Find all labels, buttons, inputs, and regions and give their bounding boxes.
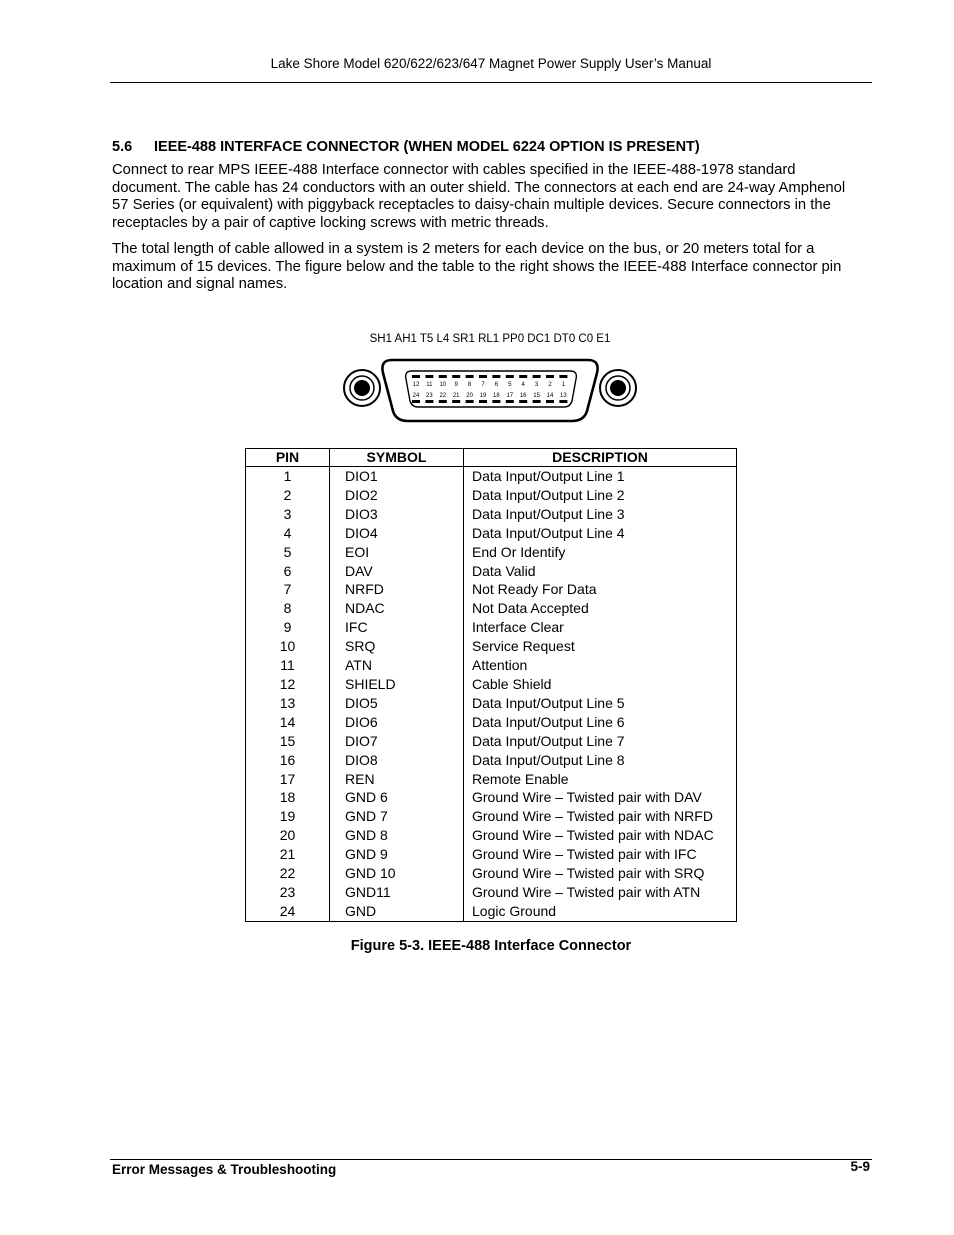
pin-description-cell: Data Input/Output Line 8 — [464, 751, 737, 770]
table-row — [246, 713, 737, 732]
pin-contact — [492, 400, 500, 403]
table-row — [246, 486, 737, 505]
pin-number-cell: 6 — [246, 562, 330, 581]
pin-symbol-cell: DIO2 — [330, 486, 464, 505]
pin-label: 1 — [561, 382, 566, 388]
pin-description-cell: Not Data Accepted — [464, 599, 737, 618]
pin-symbol-cell: GND 8 — [330, 826, 464, 845]
pin-number-cell: 13 — [246, 694, 330, 713]
pin-number-cell: 21 — [246, 845, 330, 864]
pin-label: 22 — [439, 393, 447, 399]
pin-label: 9 — [454, 382, 458, 388]
table-row — [246, 505, 737, 524]
pin-symbol-cell: DIO5 — [330, 694, 464, 713]
table-row — [246, 826, 737, 845]
pin-contact — [452, 400, 460, 403]
table-row — [246, 883, 737, 902]
body-paragraph: The total length of cable allowed in a system is 2 meters for each device on the bus, or 20 meters total for a maximum of 15 devices. The figure below and the table to the right shows the IEEE-488 Interface connector pin location and signal names. — [112, 241, 842, 293]
pin-description-cell: Logic Ground — [464, 902, 737, 921]
pin-number-cell: 9 — [246, 618, 330, 637]
pin-description-cell: Service Request — [464, 637, 737, 656]
table-row — [246, 902, 737, 921]
running-header: Lake Shore Model 620/622/623/647 Magnet Power Supply User’s Manual — [270, 56, 712, 71]
pin-description-cell: Data Input/Output Line 6 — [464, 713, 737, 732]
pin-contact — [519, 375, 527, 378]
pin-symbol-cell: DIO6 — [330, 713, 464, 732]
pin-contact — [546, 375, 554, 378]
pin-description-cell: Remote Enable — [464, 770, 737, 789]
pin-number-cell: 16 — [246, 751, 330, 770]
pin-contact — [492, 375, 500, 378]
pin-description-cell: Data Input/Output Line 4 — [464, 524, 737, 543]
table-row — [246, 618, 737, 637]
pin-description-cell: Cable Shield — [464, 675, 737, 694]
pin-number-cell: 3 — [246, 505, 330, 524]
pin-label: 19 — [479, 393, 487, 399]
pin-contact — [546, 400, 554, 403]
pin-description-cell: Data Valid — [464, 562, 737, 581]
pin-label: 2 — [548, 382, 552, 388]
pin-symbol-cell: DIO1 — [330, 467, 464, 486]
pin-label: 21 — [452, 393, 460, 399]
pin-number-cell: 23 — [246, 883, 330, 902]
pin-contact — [466, 400, 474, 403]
pin-label: 18 — [493, 393, 500, 399]
pin-contact — [506, 375, 514, 378]
pin-label: 16 — [519, 393, 527, 399]
pin-symbol-cell: IFC — [330, 618, 464, 637]
pin-symbol-cell: DIO3 — [330, 505, 464, 524]
section-number: 5.6 — [112, 139, 133, 155]
table-row — [246, 562, 737, 581]
body-paragraph: Connect to rear MPS IEEE-488 Interface connector with cables specified in the IEEE-488-1978 standard document. The cable has 24 conductors with an outer shield. The connectors at each end are 24-way Amphenol 57 Series (or equivalent) with piggyback receptacles to daisy-chain multiple devices. Secure connectors in the receptacles by a pair of captive locking screws with metric threads. — [112, 162, 846, 231]
pin-label: 24 — [412, 393, 420, 399]
pin-description-cell: Data Input/Output Line 3 — [464, 505, 737, 524]
table-row — [246, 807, 737, 826]
pin-contact — [479, 400, 487, 403]
pin-label: 12 — [412, 382, 420, 388]
pin-symbol-cell: NRFD — [330, 580, 464, 599]
pin-symbol-cell: EOI — [330, 543, 464, 562]
pin-number-cell: 8 — [246, 599, 330, 618]
pin-symbol-cell: ATN — [330, 656, 464, 675]
pin-description-cell: Not Ready For Data — [464, 580, 737, 599]
pin-description-cell: Ground Wire – Twisted pair with SRQ — [464, 864, 737, 883]
pin-label: 5 — [508, 382, 512, 388]
table-row — [246, 732, 737, 751]
interface-function-codes: SH1 AH1 T5 L4 SR1 RL1 PP0 DC1 DT0 C0 E1 — [369, 333, 611, 345]
pin-label: 7 — [481, 382, 485, 388]
column-header-symbol: SYMBOL — [330, 449, 464, 467]
table-row — [246, 580, 737, 599]
pin-number-cell: 4 — [246, 524, 330, 543]
pin-symbol-cell: GND 7 — [330, 807, 464, 826]
pin-contact — [439, 375, 447, 378]
pin-contact — [425, 400, 433, 403]
figure-caption: Figure 5-3. IEEE-488 Interface Connector — [350, 938, 632, 954]
pin-contact — [533, 375, 541, 378]
pin-symbol-cell: NDAC — [330, 599, 464, 618]
pin-description-cell: Ground Wire – Twisted pair with DAV — [464, 788, 737, 807]
section-title: IEEE-488 INTERFACE CONNECTOR (WHEN MODEL 6224 OPTION IS PRESENT) — [154, 139, 700, 155]
pin-symbol-cell: DIO7 — [330, 732, 464, 751]
pin-description-cell: Ground Wire – Twisted pair with ATN — [464, 883, 737, 902]
table-row — [246, 599, 737, 618]
table-row — [246, 864, 737, 883]
pin-label: 6 — [494, 382, 499, 388]
pin-contact — [506, 400, 514, 403]
pin-description-cell: Ground Wire – Twisted pair with IFC — [464, 845, 737, 864]
pin-contact — [559, 375, 567, 378]
table-header-row — [246, 449, 737, 467]
table-row — [246, 543, 737, 562]
pin-description-cell: End Or Identify — [464, 543, 737, 562]
pin-number-cell: 1 — [246, 467, 330, 486]
pin-symbol-cell: GND 10 — [330, 864, 464, 883]
pin-symbol-cell: SHIELD — [330, 675, 464, 694]
pin-symbol-cell: GND11 — [330, 883, 464, 902]
pin-contact — [439, 400, 447, 403]
pin-label: 20 — [466, 393, 473, 399]
pin-number-cell: 19 — [246, 807, 330, 826]
table-row — [246, 656, 737, 675]
pin-description-cell: Ground Wire – Twisted pair with NRFD — [464, 807, 737, 826]
pin-number-cell: 20 — [246, 826, 330, 845]
pin-number-cell: 15 — [246, 732, 330, 751]
left-screw-icon — [344, 370, 380, 406]
pin-label: 10 — [439, 382, 447, 388]
pin-contact — [559, 400, 567, 403]
pin-contact — [479, 375, 487, 378]
table-row — [246, 467, 737, 486]
pin-description-cell: Interface Clear — [464, 618, 737, 637]
footer-chapter-title: Error Messages & Troubleshooting — [112, 1162, 337, 1177]
pin-description-cell: Data Input/Output Line 7 — [464, 732, 737, 751]
table-row — [246, 675, 737, 694]
pin-symbol-cell: DIO4 — [330, 524, 464, 543]
pin-symbol-cell: GND 6 — [330, 788, 464, 807]
pin-description-cell: Ground Wire – Twisted pair with NDAC — [464, 826, 737, 845]
pin-number-cell: 22 — [246, 864, 330, 883]
pin-number-cell: 5 — [246, 543, 330, 562]
pin-description-cell: Data Input/Output Line 5 — [464, 694, 737, 713]
pin-symbol-cell: DIO8 — [330, 751, 464, 770]
table-row — [246, 637, 737, 656]
pin-number-cell: 14 — [246, 713, 330, 732]
pin-symbol-cell: GND 9 — [330, 845, 464, 864]
pin-symbol-cell: REN — [330, 770, 464, 789]
pin-number-cell: 24 — [246, 902, 330, 921]
table-row — [246, 788, 737, 807]
pin-number-cell: 2 — [246, 486, 330, 505]
pin-symbol-cell: SRQ — [330, 637, 464, 656]
pin-contact — [452, 375, 460, 378]
pin-label: 15 — [533, 393, 540, 399]
pin-label: 8 — [467, 382, 472, 388]
pin-symbol-cell: GND — [330, 902, 464, 921]
pin-description-cell: Data Input/Output Line 2 — [464, 486, 737, 505]
table-row — [246, 845, 737, 864]
column-header-description: DESCRIPTION — [464, 449, 737, 467]
pin-label: 14 — [546, 393, 554, 399]
pin-contact — [533, 400, 541, 403]
pin-number-cell: 17 — [246, 770, 330, 789]
pin-label: 13 — [560, 393, 567, 399]
pin-number-cell: 10 — [246, 637, 330, 656]
header-rule — [110, 82, 872, 83]
right-screw-icon — [600, 370, 636, 406]
pin-contact — [412, 375, 420, 378]
ieee488-connector-diagram — [340, 355, 640, 425]
table-row — [246, 770, 737, 789]
table-row — [246, 751, 737, 770]
column-header-pin: PIN — [246, 449, 330, 467]
pin-label: 17 — [506, 393, 514, 399]
pin-label: 11 — [426, 382, 433, 388]
pinout-table — [245, 448, 737, 922]
table-row — [246, 694, 737, 713]
footer-rule — [110, 1159, 872, 1160]
pin-label: 4 — [521, 382, 525, 388]
pin-contact — [466, 375, 474, 378]
pin-contact — [519, 400, 527, 403]
page-number: 5-9 — [850, 1159, 870, 1174]
pin-symbol-cell: DAV — [330, 562, 464, 581]
pin-description-cell: Data Input/Output Line 1 — [464, 467, 737, 486]
pin-description-cell: Attention — [464, 656, 737, 675]
pin-number-cell: 11 — [246, 656, 330, 675]
pin-label: 23 — [426, 393, 433, 399]
pin-number-cell: 7 — [246, 580, 330, 599]
pin-contact — [425, 375, 433, 378]
pin-label: 3 — [534, 382, 539, 388]
pin-contact — [412, 400, 420, 403]
pin-number-cell: 18 — [246, 788, 330, 807]
table-row — [246, 524, 737, 543]
section-heading — [112, 139, 700, 155]
pin-number-cell: 12 — [246, 675, 330, 694]
